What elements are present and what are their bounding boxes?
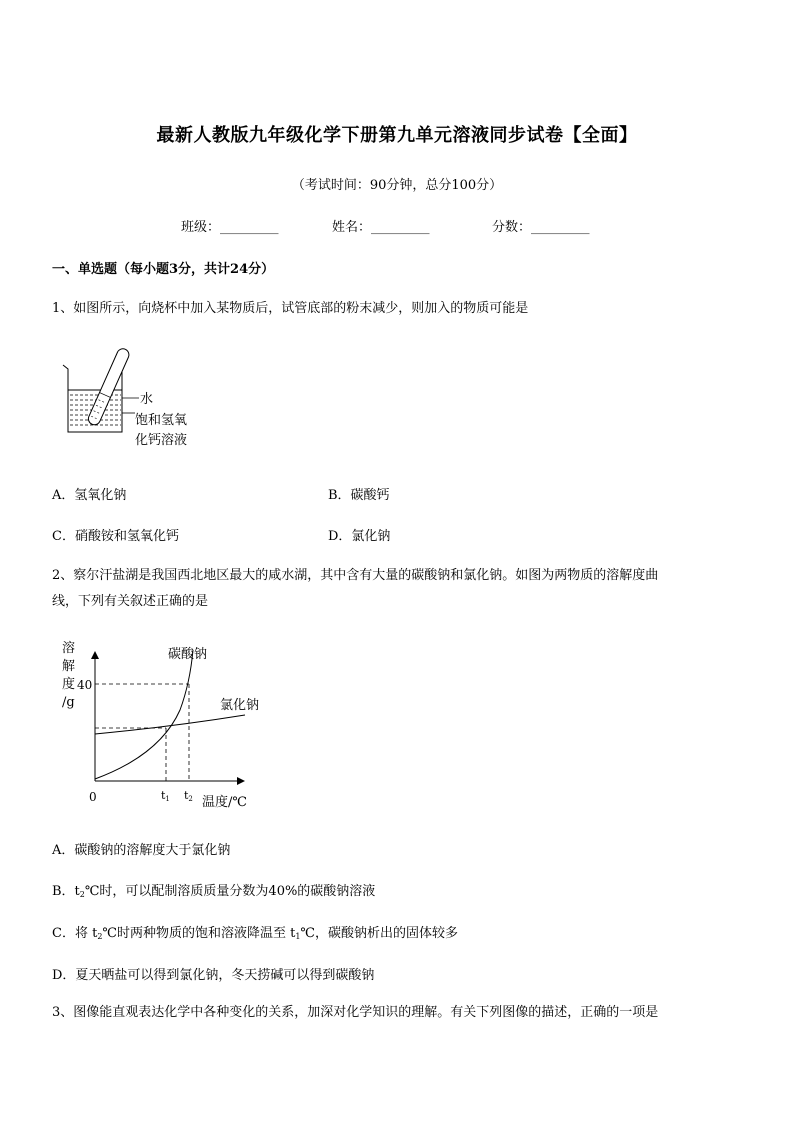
class-field: 班级：_________ bbox=[181, 220, 279, 235]
x-tick-t1: t1 bbox=[161, 789, 170, 803]
name-field: 姓名：_________ bbox=[332, 220, 430, 235]
question-2-stem-line2: 线，下列有关叙述正确的是 bbox=[52, 594, 209, 609]
score-field: 分数：_________ bbox=[492, 220, 590, 235]
question-2-stem-line1: 2、察尔汗盐湖是我国西北地区最大的咸水湖，其中含有大量的碳酸钠和氯化钠。如图为两物质的溶解度曲 bbox=[52, 568, 659, 583]
question-1-stem: 1、如图所示，向烧杯中加入某物质后，试管底部的粉末减少，则加入的物质可能是 bbox=[52, 301, 529, 316]
origin-label: 0 bbox=[89, 790, 97, 804]
x-tick-t2: t2 bbox=[184, 789, 193, 803]
test-tube bbox=[87, 347, 131, 427]
q1-option-a: A．氢氧化钠 bbox=[52, 488, 127, 503]
beaker-figure bbox=[55, 340, 215, 455]
label-water: 水 bbox=[140, 392, 154, 407]
curve-sodium-carbonate bbox=[95, 650, 193, 779]
section-heading: 一、单选题（每小题3分，共计24分） bbox=[52, 262, 275, 277]
q2-option-a: A．碳酸钠的溶解度大于氯化钠 bbox=[52, 843, 231, 858]
y-label-2: 解 bbox=[62, 659, 76, 674]
question-3-stem: 3、图像能直观表达化学中各种变化的关系，加深对化学知识的理解。有关下列图像的描述，正确的一项是 bbox=[52, 1005, 659, 1020]
y-tick-40: 40 bbox=[77, 678, 93, 692]
q2-option-b: B．$t_2℃$时，可以配制溶质质量分数为40%的碳酸钠溶液 bbox=[52, 884, 376, 899]
y-label-1: 溶 bbox=[62, 641, 76, 656]
curve-label-sodium-chloride: 氯化钠 bbox=[220, 698, 260, 713]
q1-option-b: B．碳酸钙 bbox=[328, 488, 390, 503]
y-label-3: 度 bbox=[62, 677, 76, 692]
y-label-4: /g bbox=[62, 695, 75, 710]
exam-subtitle: （考试时间：90分钟，总分100分） bbox=[291, 178, 503, 193]
curve-label-sodium-carbonate: 碳酸钠 bbox=[168, 647, 208, 662]
exam-title: 最新人教版九年级化学下册第九单元溶液同步试卷【全面】 bbox=[156, 125, 638, 146]
x-axis-arrow bbox=[237, 777, 245, 785]
label-solution-2: 化钙溶液 bbox=[135, 433, 188, 448]
label-solution-1: 饱和氢氧 bbox=[135, 413, 188, 428]
q1-option-d: D．氯化钠 bbox=[328, 529, 391, 544]
q2-option-c: C．将 $t_2℃$时两种物质的饱和溶液降温至 $t_1℃$，碳酸钠析出的固体较多 bbox=[52, 926, 458, 941]
x-axis-label: 温度/℃ bbox=[202, 795, 247, 810]
q2-option-d: D．夏天晒盐可以得到氯化钠，冬天捞碱可以得到碳酸钠 bbox=[52, 968, 375, 983]
y-axis-arrow bbox=[91, 651, 99, 659]
curve-sodium-chloride bbox=[95, 715, 245, 734]
solubility-graph bbox=[50, 635, 280, 815]
q1-option-c: C．硝酸铵和氢氧化钙 bbox=[52, 529, 179, 544]
